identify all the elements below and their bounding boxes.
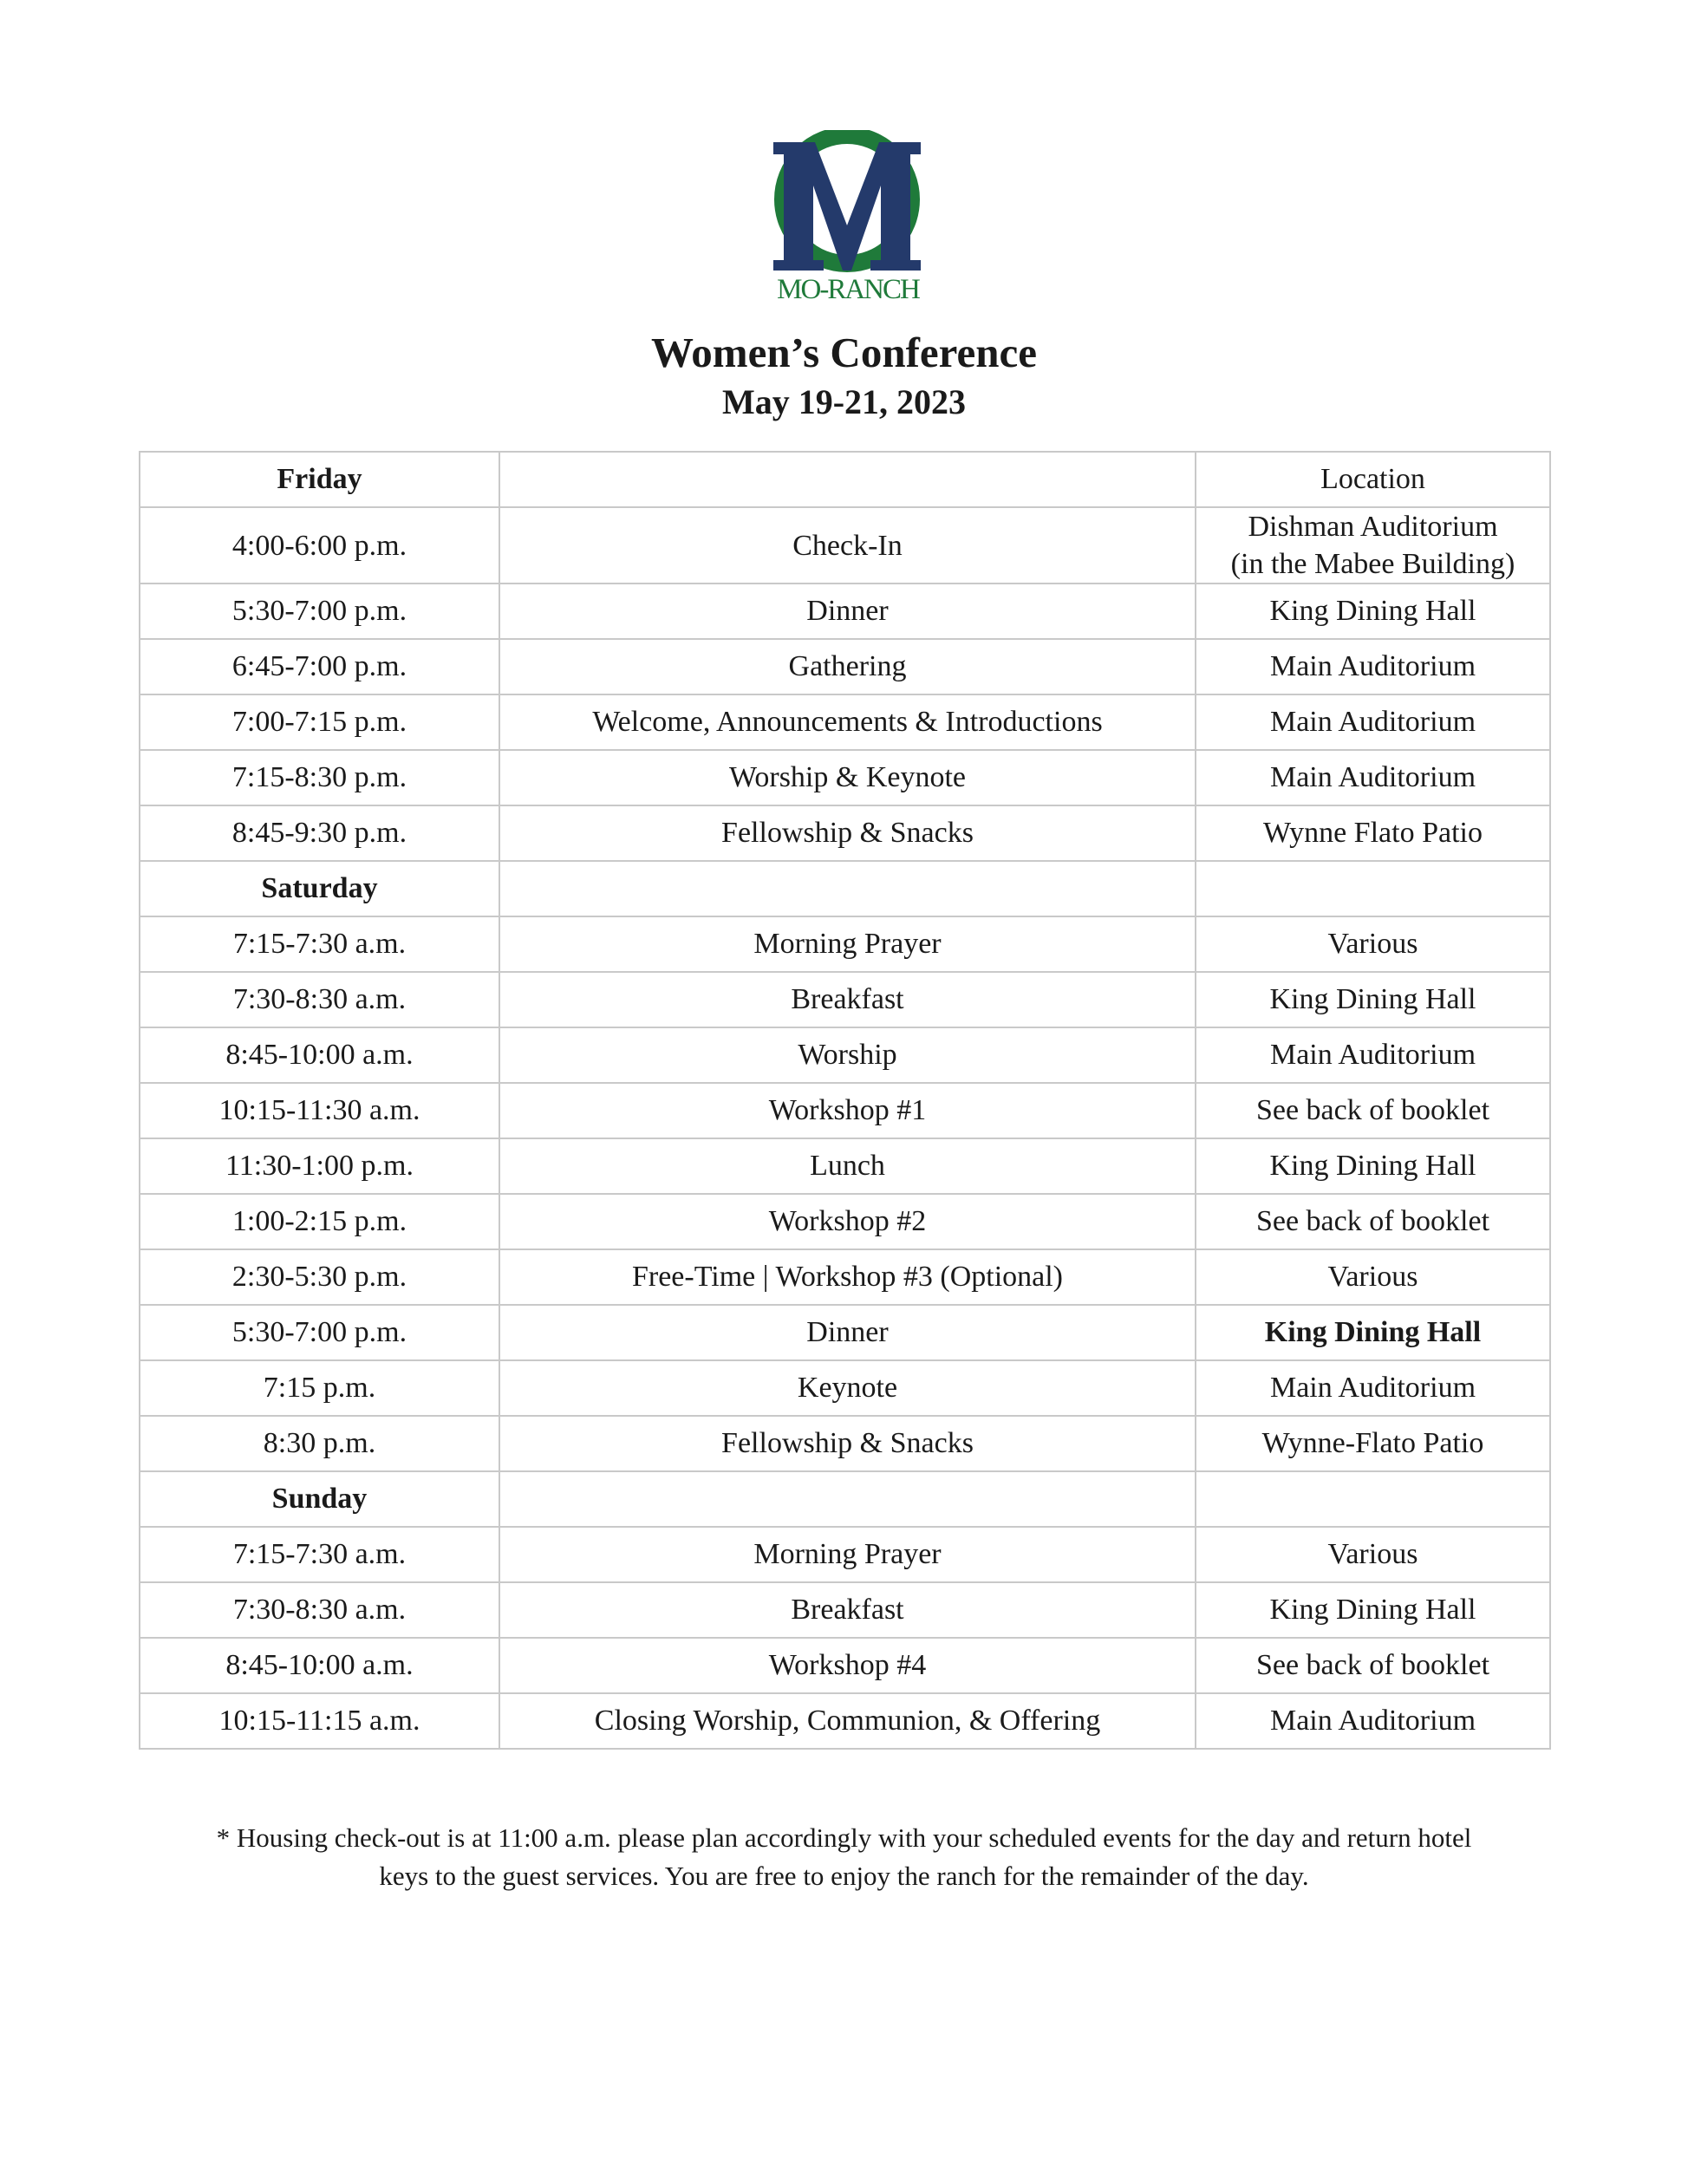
table-row bbox=[140, 1416, 1550, 1471]
table-row bbox=[140, 1360, 1550, 1416]
location-cell: Main Auditorium bbox=[1196, 1027, 1550, 1083]
event-cell: Workshop #1 bbox=[499, 1083, 1196, 1138]
table-row bbox=[140, 1693, 1550, 1749]
time-cell: 8:30 p.m. bbox=[140, 1416, 499, 1471]
page-title: Women’s Conference bbox=[651, 329, 1037, 376]
event-cell: Dinner bbox=[499, 1305, 1196, 1360]
table-row bbox=[140, 750, 1550, 805]
location-line-2: (in the Mabee Building) bbox=[1230, 548, 1515, 580]
table-row bbox=[140, 1305, 1550, 1360]
time-cell: 7:00-7:15 p.m. bbox=[140, 694, 499, 750]
event-cell: Free-Time | Workshop #3 (Optional) bbox=[499, 1249, 1196, 1305]
header-event bbox=[499, 452, 1196, 507]
table-header-row bbox=[140, 452, 1550, 507]
event-cell: Morning Prayer bbox=[499, 1527, 1196, 1582]
time-cell: 6:45-7:00 p.m. bbox=[140, 639, 499, 694]
logo-text: MO-RANCH bbox=[777, 274, 919, 305]
event-cell: Breakfast bbox=[499, 972, 1196, 1027]
location-cell bbox=[1196, 861, 1550, 916]
table-row bbox=[140, 1249, 1550, 1305]
event-cell: Keynote bbox=[499, 1360, 1196, 1416]
location-cell: Various bbox=[1196, 916, 1550, 972]
time-cell: 7:15-8:30 p.m. bbox=[140, 750, 499, 805]
event-cell: Closing Worship, Communion, & Offering bbox=[499, 1693, 1196, 1749]
location-cell: King Dining Hall bbox=[1196, 1138, 1550, 1194]
event-cell: Worship bbox=[499, 1027, 1196, 1083]
table-row bbox=[140, 1638, 1550, 1693]
time-cell: 7:30-8:30 a.m. bbox=[140, 972, 499, 1027]
table-row bbox=[140, 1582, 1550, 1638]
location-cell: Various bbox=[1196, 1249, 1550, 1305]
time-cell: 5:30-7:00 p.m. bbox=[140, 583, 499, 639]
time-cell: 7:15-7:30 a.m. bbox=[140, 916, 499, 972]
event-cell: Gathering bbox=[499, 639, 1196, 694]
time-cell: 10:15-11:30 a.m. bbox=[140, 1083, 499, 1138]
header-day: Friday bbox=[140, 452, 499, 507]
event-cell: Workshop #4 bbox=[499, 1638, 1196, 1693]
header-location: Location bbox=[1196, 452, 1550, 507]
page-subtitle-dates: May 19-21, 2023 bbox=[721, 382, 967, 421]
schedule-table bbox=[139, 451, 1551, 1750]
event-cell: Morning Prayer bbox=[499, 916, 1196, 972]
table-row bbox=[140, 1083, 1550, 1138]
location-cell: Wynne Flato Patio bbox=[1196, 805, 1550, 861]
time-cell: 8:45-10:00 a.m. bbox=[140, 1638, 499, 1693]
location-cell: King Dining Hall bbox=[1196, 583, 1550, 639]
location-cell: Main Auditorium bbox=[1196, 1360, 1550, 1416]
table-row bbox=[140, 694, 1550, 750]
location-cell: See back of booklet bbox=[1196, 1194, 1550, 1249]
footnote-line-2: keys to the guest services. You are free to enjoy the ranch for the remainder of the day. bbox=[379, 1861, 1309, 1891]
event-cell: Breakfast bbox=[499, 1582, 1196, 1638]
table-row bbox=[140, 805, 1550, 861]
time-cell: 8:45-10:00 a.m. bbox=[140, 1027, 499, 1083]
location-cell: King Dining Hall bbox=[1196, 972, 1550, 1027]
table-row bbox=[140, 1194, 1550, 1249]
table-row bbox=[140, 1138, 1550, 1194]
location-cell: Wynne-Flato Patio bbox=[1196, 1416, 1550, 1471]
event-cell: Worship & Keynote bbox=[499, 750, 1196, 805]
day-header-row bbox=[140, 1471, 1550, 1527]
location-cell: Main Auditorium bbox=[1196, 639, 1550, 694]
time-cell: 7:15 p.m. bbox=[140, 1360, 499, 1416]
table-row bbox=[140, 507, 1550, 583]
event-cell: Fellowship & Snacks bbox=[499, 1416, 1196, 1471]
day-label: Saturday bbox=[140, 861, 499, 916]
location-cell: King Dining Hall bbox=[1196, 1582, 1550, 1638]
time-cell: 8:45-9:30 p.m. bbox=[140, 805, 499, 861]
day-header-row bbox=[140, 861, 1550, 916]
time-cell: 2:30-5:30 p.m. bbox=[140, 1249, 499, 1305]
location-cell: See back of booklet bbox=[1196, 1638, 1550, 1693]
table-row bbox=[140, 583, 1550, 639]
location-cell: King Dining Hall bbox=[1196, 1305, 1550, 1360]
footnote-line-1: * Housing check-out is at 11:00 a.m. please plan accordingly with your scheduled events for the day and return hotel bbox=[216, 1822, 1472, 1853]
event-cell: Welcome, Announcements & Introductions bbox=[499, 694, 1196, 750]
time-cell: 4:00-6:00 p.m. bbox=[140, 507, 499, 583]
table-row bbox=[140, 972, 1550, 1027]
time-cell: 5:30-7:00 p.m. bbox=[140, 1305, 499, 1360]
event-cell: Workshop #2 bbox=[499, 1194, 1196, 1249]
time-cell: 7:30-8:30 a.m. bbox=[140, 1582, 499, 1638]
day-label: Sunday bbox=[140, 1471, 499, 1527]
location-cell: See back of booklet bbox=[1196, 1083, 1550, 1138]
time-cell: 11:30-1:00 p.m. bbox=[140, 1138, 499, 1194]
event-cell: Dinner bbox=[499, 583, 1196, 639]
footnote bbox=[147, 1819, 1541, 1895]
table-row bbox=[140, 1527, 1550, 1582]
location-cell: Main Auditorium bbox=[1196, 694, 1550, 750]
location-cell bbox=[1196, 507, 1550, 583]
event-cell bbox=[499, 1471, 1196, 1527]
location-cell: Main Auditorium bbox=[1196, 1693, 1550, 1749]
event-cell: Fellowship & Snacks bbox=[499, 805, 1196, 861]
event-cell: Check-In bbox=[499, 507, 1196, 583]
time-cell: 7:15-7:30 a.m. bbox=[140, 1527, 499, 1582]
table-row bbox=[140, 1027, 1550, 1083]
location-cell: Main Auditorium bbox=[1196, 750, 1550, 805]
time-cell: 1:00-2:15 p.m. bbox=[140, 1194, 499, 1249]
location-cell bbox=[1196, 1471, 1550, 1527]
event-cell: Lunch bbox=[499, 1138, 1196, 1194]
table-row bbox=[140, 639, 1550, 694]
time-cell: 10:15-11:15 a.m. bbox=[140, 1693, 499, 1749]
event-cell bbox=[499, 861, 1196, 916]
location-line-1: Dishman Auditorium bbox=[1248, 511, 1498, 543]
location-cell: Various bbox=[1196, 1527, 1550, 1582]
table-row bbox=[140, 916, 1550, 972]
